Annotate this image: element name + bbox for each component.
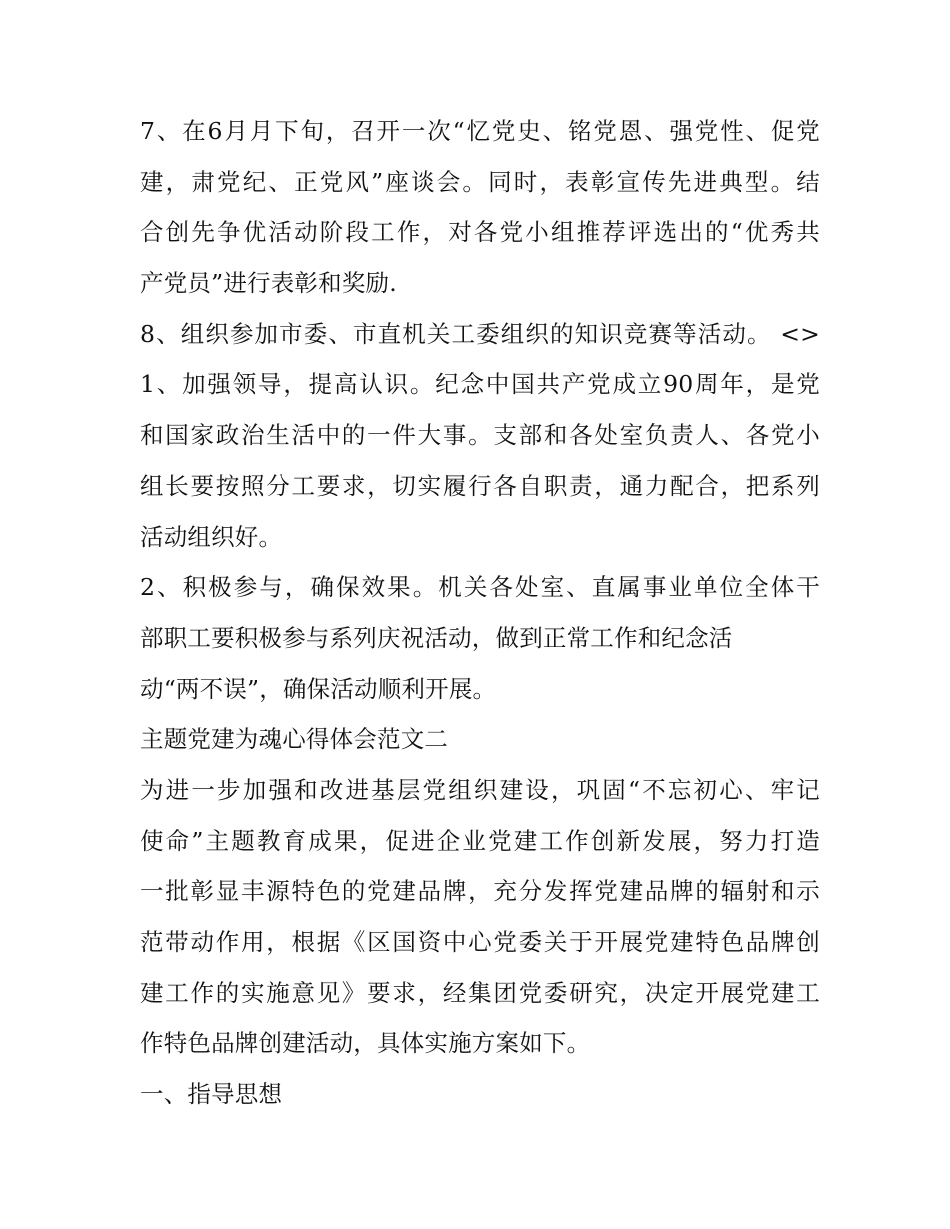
text-line: 使命”主题教育成果，促进企业党建工作创新发展，努力打造 xyxy=(140,826,820,855)
text-line: 合创先争优活动阶段工作，对各党小组推荐评选出的“优秀共 xyxy=(140,218,820,247)
text-line: 建工作的实施意见》要求，经集团党委研究，决定开展党建工 xyxy=(140,978,820,1007)
text-line: 活动组织好。 xyxy=(140,522,283,551)
section-heading: 一、指导思想 xyxy=(140,1080,283,1109)
text-line: 范带动作用，根据《区国资中心党委关于开展党建特色品牌创 xyxy=(140,928,820,956)
text-line: 为进一步加强和改进基层党组织建设，巩固“不忘初心、牢记 xyxy=(140,775,820,804)
text-line: 部职工要积极参与系列庆祝活动，做到正常工作和纪念活 xyxy=(140,623,733,652)
document-page xyxy=(140,106,820,1120)
text-line: 2、积极参与，确保效果。机关各处室、直属事业单位全体干 xyxy=(140,573,820,602)
text-line: 产党员”进行表彰和奖励. xyxy=(140,269,397,298)
text-line: 8、组织参加市委、市直机关工委组织的知识竞赛等活动。 <> xyxy=(140,319,820,348)
section-heading: 主题党建为魂心得体会范文二 xyxy=(140,725,449,754)
text-line: 动“两不误”，确保活动顺利开展。 xyxy=(140,674,497,703)
text-line: 1、加强领导，提高认识。纪念中国共产党成立90周年，是党 xyxy=(140,370,820,399)
text-line: 和国家政治生活中的一件大事。支部和各处室负责人、各党小 xyxy=(140,421,820,450)
text-line: 一批彰显丰源特色的党建品牌，充分发挥党建品牌的辐射和示 xyxy=(140,877,820,906)
text-line: 组长要按照分工要求，切实履行各自职责，通力配合，把系列 xyxy=(140,471,820,500)
text-line: 7、在6月月下旬，召开一次“忆党史、铭党恩、强党性、促党 xyxy=(140,117,820,145)
text-line: 建，肃党纪、正党风”座谈会。同时，表彰宣传先进典型。结 xyxy=(140,167,820,196)
text-line: 作特色品牌创建活动，具体实施方案如下。 xyxy=(140,1029,591,1058)
